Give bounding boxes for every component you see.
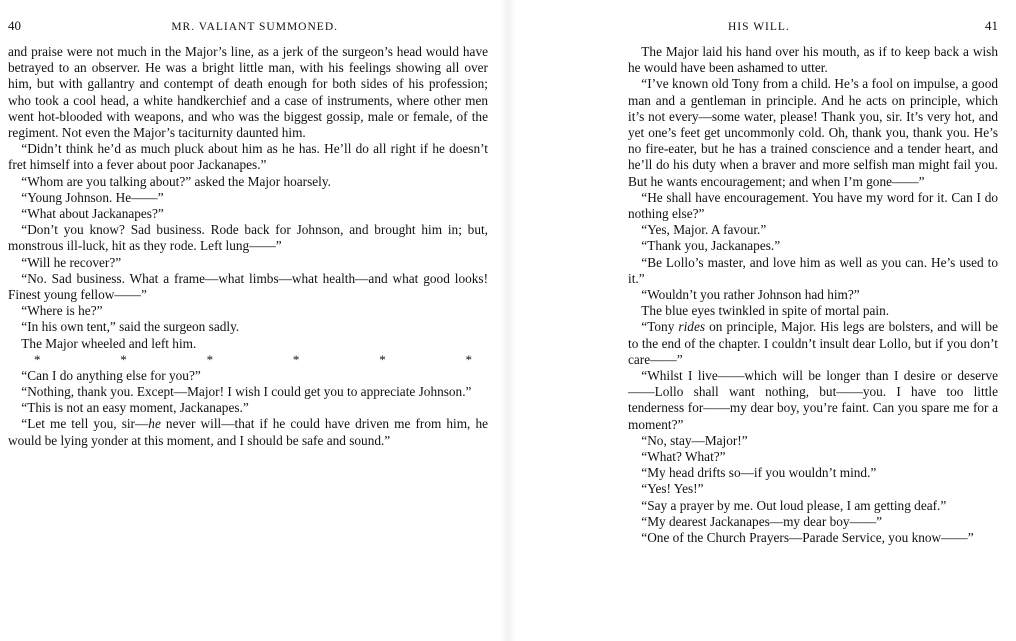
- paragraph: “Say a prayer by me. Out loud please, I am getting deaf.”: [641, 497, 947, 513]
- paragraph: “No, stay—Major!”: [641, 432, 748, 448]
- paragraph: “My dearest Jackanapes—my dear boy——”: [641, 513, 883, 529]
- text-run: “Let me tell you, sir—: [21, 416, 149, 432]
- asterisk: *: [120, 351, 127, 367]
- right-page-text: [628, 44, 998, 546]
- right-page: [508, 0, 1016, 641]
- paragraph: “My head drifts so—if you wouldn’t mind.”: [641, 465, 877, 481]
- paragraph: “One of the Church Prayers—Parade Service, you know——”: [641, 530, 974, 546]
- paragraph: “Be Lollo’s master, and love him as well as you can. He’s used to it.”: [628, 254, 998, 286]
- page-number-right: 41: [985, 18, 998, 33]
- asterisk: *: [379, 351, 386, 367]
- paragraph: The blue eyes twinkled in spite of mortal pain.: [641, 303, 890, 319]
- paragraph: “Yes! Yes!”: [641, 481, 704, 497]
- paragraph: “Thank you, Jackanapes.”: [641, 238, 781, 254]
- paragraph: “What? What?”: [641, 449, 726, 465]
- paragraph: [628, 319, 998, 368]
- left-page-header: [8, 18, 488, 44]
- paragraph: “Don’t you know? Sad business. Rode back for Johnson, and brought him in; but, monstrous ill-luck, hit as they rode. Left lung——”: [8, 222, 488, 254]
- asterisk: *: [465, 351, 472, 367]
- paragraph: “Nothing, thank you. Except—Major! I wish I could get you to appreciate Johnson.”: [21, 384, 472, 400]
- paragraph: “Whilst I live——which will be longer than I desire or deserve——Lollo shall want nothing, but——you. I have too little tenderness for——my dear boy, you’re faint. Can you spare me for a moment?”: [628, 368, 998, 432]
- right-page-header: [628, 18, 998, 44]
- italic-text: rides: [678, 319, 706, 335]
- paragraph: and praise were not much in the Major’s line, as a jerk of the surgeon’s head would have betrayed to an observer. He was a bright little man, with his feelings showing all over him, but with gallantry and contempt of death enough for both sides of his profession; who took a cool head, a white handkerchief and a case of instruments, where other men went hot-blooded with weapons, and who was the biggest gossip, male or female, of the regiment. Not even the Major’s taciturnity daunted him.: [8, 44, 488, 141]
- paragraph: “Can I do anything else for you?”: [21, 367, 201, 383]
- asterisk: *: [206, 351, 214, 367]
- paragraph: “No. Sad business. What a frame—what limbs—what health—and what good looks! Finest young fellow——”: [8, 270, 488, 303]
- paragraph: “Will he recover?”: [21, 254, 122, 270]
- asterisk: *: [292, 351, 300, 367]
- text-run: never will—that if he could have driven me from him, he would be lying yonder at this moment, and I should be safe and sound.”: [8, 416, 489, 448]
- paragraph: “What about Jackanapes?”: [21, 206, 164, 222]
- asterisk: *: [34, 351, 41, 367]
- paragraph: “This is not an easy moment, Jackanapes.”: [21, 400, 249, 416]
- section-break-asterisks: [8, 352, 488, 368]
- italic-text: he: [148, 416, 161, 432]
- paragraph: “He shall have encouragement. You have my word for it. Can I do nothing else?”: [628, 189, 998, 222]
- paragraph: “Yes, Major. A favour.”: [641, 222, 767, 238]
- running-head-left: MR. VALIANT SUMMONED.: [171, 21, 338, 33]
- left-page-text: [8, 44, 488, 449]
- paragraph: “In his own tent,” said the surgeon sadly.: [21, 319, 240, 335]
- paragraph: “Didn’t think he’d as much pluck about him as he has. He’ll do all right if he doesn’t fret himself into a fever about poor Jackanapes.”: [8, 141, 488, 173]
- paragraph: “Whom are you talking about?” asked the Major hoarsely.: [21, 173, 331, 189]
- paragraph: “Wouldn’t you rather Johnson had him?”: [641, 287, 860, 303]
- text-run: “Tony: [641, 319, 679, 335]
- paragraph: “I’ve known old Tony from a child. He’s a fool on impulse, a good man and a gentleman in principle. And he acts on principle, which it’s not every—some water, please! Thank you, sir. It’s very hot, and yet one’s feet get uncommonly cold. Oh, thank you, thank you. He’s no fire-eater, but he has a trained conscience and a tender heart, and he’ll do his duty when a braver and more selfish man might fail you. But he wants encouragement; and when I’m gone——”: [628, 76, 998, 189]
- paragraph: “Where is he?”: [21, 303, 103, 319]
- page-number-left: 40: [8, 18, 21, 33]
- running-head-right: HIS WILL.: [728, 21, 790, 33]
- paragraph: [8, 416, 488, 448]
- paragraph: The Major laid his hand over his mouth, as if to keep back a wish he would have been ashamed to utter.: [628, 44, 998, 76]
- text-run: on principle, Major. His legs are bolsters, and will be to the end of the chapter. I couldn’t insult dear Lollo, but if you don’t care——”: [628, 319, 998, 367]
- paragraph: The Major wheeled and left him.: [21, 335, 197, 351]
- paragraph: “Young Johnson. He——”: [21, 189, 164, 205]
